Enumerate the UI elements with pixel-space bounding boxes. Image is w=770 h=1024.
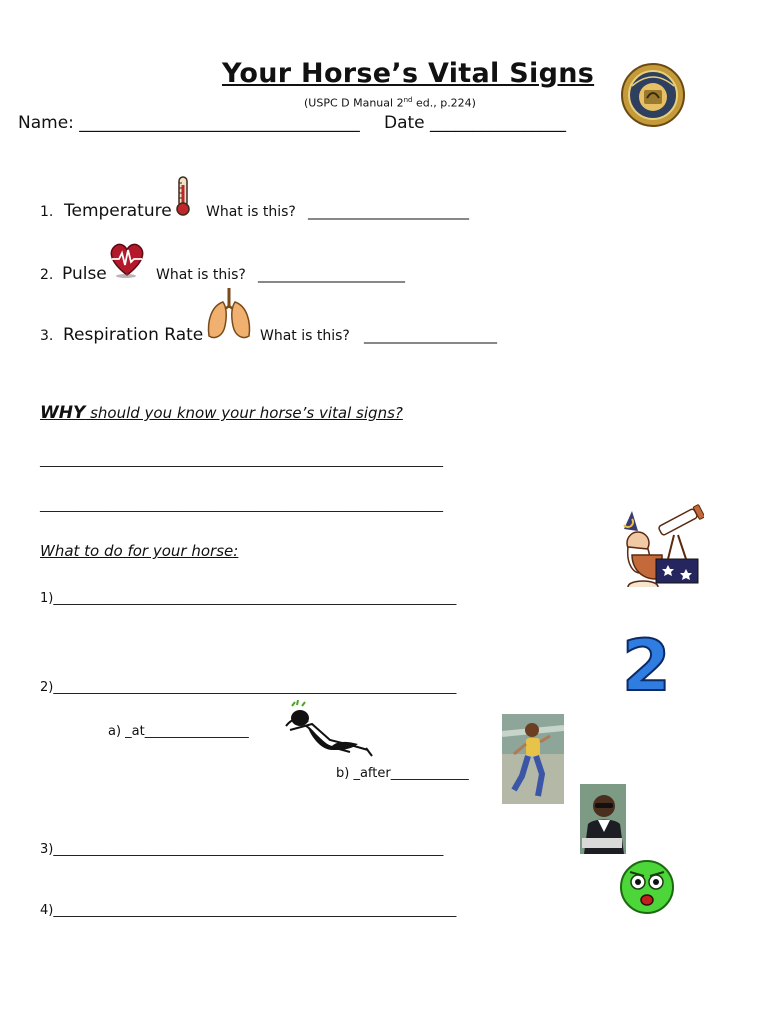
man-with-sunglasses-photo-icon	[580, 784, 626, 858]
vital-label-temperature: Temperature	[64, 201, 172, 221]
pony-club-seal-icon	[620, 62, 686, 128]
running-woman-photo-icon	[502, 714, 564, 808]
why-answer-line-2[interactable]: ______________________________________________________________	[40, 498, 443, 513]
what-is-this-temperature: What is this?	[206, 204, 296, 220]
lungs-icon	[205, 286, 253, 346]
vital-number-3: 3.	[40, 328, 54, 344]
todo-item-2a[interactable]: a) _at________________	[108, 724, 249, 739]
sick-face-icon	[618, 858, 676, 920]
resting-person-icon	[284, 700, 376, 764]
todo-item-2[interactable]: 2)______________________________________________________________	[40, 680, 457, 695]
page-subtitle: (USPC D Manual 2nd ed., p.224)	[304, 96, 476, 110]
why-heading: WHY should you know your horse’s vital signs?	[40, 403, 403, 423]
vital-label-respiration-rate: Respiration Rate	[63, 325, 204, 345]
heart-icon	[108, 242, 146, 282]
why-answer-line-1[interactable]: ______________________________________________________________	[40, 453, 443, 468]
todo-item-2b[interactable]: b) _after____________	[336, 766, 469, 781]
todo-item-4[interactable]: 4)______________________________________________________________	[40, 903, 457, 918]
respiration-answer-blank[interactable]: ___________________	[364, 328, 497, 344]
temperature-answer-blank[interactable]: _______________________	[308, 204, 469, 220]
todo-item-1[interactable]: 1)______________________________________________________________	[40, 591, 457, 606]
what-is-this-respiration: What is this?	[260, 328, 350, 344]
svg-text:2: 2	[622, 628, 668, 694]
vital-number-1: 1.	[40, 204, 54, 220]
vital-number-2: 2.	[40, 267, 54, 283]
page-title: Your Horse’s Vital Signs	[222, 58, 595, 89]
what-to-do-heading: What to do for your horse:	[40, 542, 239, 560]
name-field[interactable]: Name: _________________________________	[18, 113, 360, 133]
todo-item-3[interactable]: 3)____________________________________________________________	[40, 842, 444, 857]
what-is-this-pulse: What is this?	[156, 267, 246, 283]
date-field[interactable]: Date ________________	[384, 113, 567, 133]
vital-label-pulse: Pulse	[62, 264, 107, 284]
pulse-answer-blank[interactable]: _____________________	[258, 267, 405, 283]
number-two-icon	[620, 628, 668, 698]
thermometer-icon	[174, 175, 192, 221]
wizard-telescope-icon	[618, 503, 704, 593]
